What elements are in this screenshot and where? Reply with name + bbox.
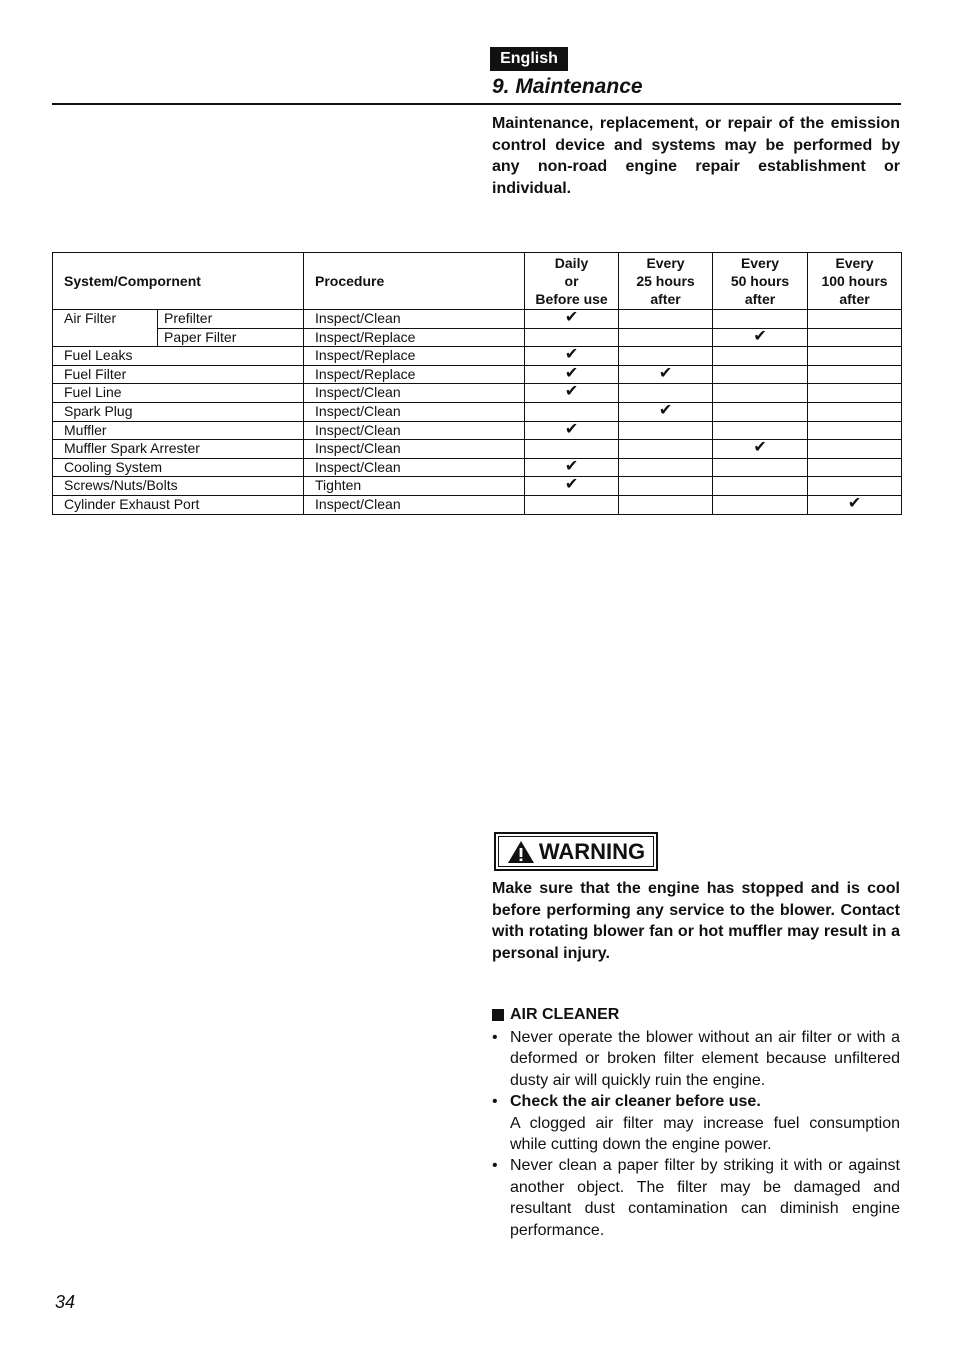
- warning-label: WARNING: [538, 838, 646, 864]
- check-mark: ✔: [619, 402, 713, 421]
- intro-paragraph: Maintenance, replacement, or repair of the emission control device and systems may be performed by any non-road engine repair establishment or individual.: [492, 115, 900, 197]
- table-row: [53, 421, 902, 440]
- section-title: 9. Maintenance: [492, 75, 643, 98]
- air-cleaner-heading: [492, 1006, 619, 1024]
- component-cell: Muffler Spark Arrester: [53, 440, 304, 459]
- procedure-cell: Tighten: [304, 477, 525, 496]
- air-filter-cell: Air Filter: [53, 310, 158, 347]
- check-mark: ✔: [525, 384, 619, 403]
- table-header-row: [53, 253, 902, 310]
- list-item: [492, 1155, 900, 1241]
- header-100-hours: Every 100 hours after: [808, 253, 902, 310]
- procedure-cell: Inspect/Replace: [304, 328, 525, 347]
- language-badge: English: [490, 47, 568, 71]
- table-row: [53, 458, 902, 477]
- bullet-icon: •: [492, 1157, 498, 1175]
- check-mark: ✔: [525, 365, 619, 384]
- list-item-text: A clogged air filter may increase fuel consumption while cutting down the engine power.: [510, 1114, 900, 1154]
- subcomponent-cell: Paper Filter: [158, 328, 304, 347]
- component-cell: Muffler: [53, 421, 304, 440]
- component-cell: Cooling System: [53, 458, 304, 477]
- bullet-icon: •: [492, 1093, 498, 1111]
- warning-text: Make sure that the engine has stopped and is cool before performing any service to the blower. Contact with rotating blower fan or hot muffler may result in a personal injury.: [492, 880, 900, 962]
- list-item: [492, 1091, 900, 1155]
- header-procedure: Procedure: [304, 253, 525, 310]
- procedure-cell: Inspect/Replace: [304, 365, 525, 384]
- air-cleaner-heading-text: AIR CLEANER: [510, 1006, 620, 1023]
- list-item: [492, 1027, 900, 1091]
- table-row: [53, 477, 902, 496]
- table-row: [53, 328, 902, 347]
- component-cell: Fuel Leaks: [53, 347, 304, 366]
- maintenance-table: [52, 252, 902, 515]
- list-item-text: Never clean a paper filter by striking it with or against another object. The filter may be damaged and resultant dust contamination can diminish engine performance.: [510, 1157, 900, 1239]
- procedure-cell: Inspect/Replace: [304, 347, 525, 366]
- table-row: [53, 384, 902, 403]
- warning-box: [494, 832, 658, 871]
- component-cell: Cylinder Exhaust Port: [53, 495, 304, 514]
- procedure-cell: Inspect/Clean: [304, 458, 525, 477]
- check-mark: ✔: [525, 347, 619, 366]
- list-item-text: Never operate the blower without an air filter or with a deformed or broken filter element because unfiltered dusty air will quickly ruin the engine.: [510, 1029, 900, 1089]
- procedure-cell: Inspect/Clean: [304, 495, 525, 514]
- check-mark: ✔: [525, 477, 619, 496]
- table-row: [53, 495, 902, 514]
- table-row: [53, 310, 902, 329]
- check-mark: ✔: [808, 495, 902, 514]
- check-mark: ✔: [713, 440, 808, 459]
- header-50-hours: Every 50 hours after: [713, 253, 808, 310]
- bullet-icon: •: [492, 1029, 498, 1046]
- header-daily: Daily or Before use: [525, 253, 619, 310]
- header-system: System/Compornent: [53, 253, 304, 310]
- check-mark: ✔: [619, 365, 713, 384]
- component-cell: Screws/Nuts/Bolts: [53, 477, 304, 496]
- subcomponent-cell: Prefilter: [158, 310, 304, 329]
- table-row: [53, 402, 902, 421]
- table-row: [53, 440, 902, 459]
- component-cell: Spark Plug: [53, 402, 304, 421]
- check-mark: ✔: [525, 310, 619, 329]
- component-cell: Fuel Line: [53, 384, 304, 403]
- check-mark: ✔: [525, 421, 619, 440]
- air-cleaner-list: [492, 1027, 900, 1241]
- procedure-cell: Inspect/Clean: [304, 384, 525, 403]
- table-row: [53, 365, 902, 384]
- table-row: [53, 347, 902, 366]
- header-25-hours: Every 25 hours after: [619, 253, 713, 310]
- list-item-strong: Check the air cleaner before use.: [510, 1093, 761, 1111]
- title-divider: [52, 103, 901, 105]
- check-mark: ✔: [525, 458, 619, 477]
- check-mark: ✔: [713, 328, 808, 347]
- component-cell: Fuel Filter: [53, 365, 304, 384]
- square-bullet-icon: [492, 1009, 504, 1021]
- procedure-cell: Inspect/Clean: [304, 402, 525, 421]
- warning-triangle-icon: [507, 840, 535, 864]
- procedure-cell: Inspect/Clean: [304, 440, 525, 459]
- procedure-cell: Inspect/Clean: [304, 310, 525, 329]
- procedure-cell: Inspect/Clean: [304, 421, 525, 440]
- page-number: 34: [55, 1292, 76, 1312]
